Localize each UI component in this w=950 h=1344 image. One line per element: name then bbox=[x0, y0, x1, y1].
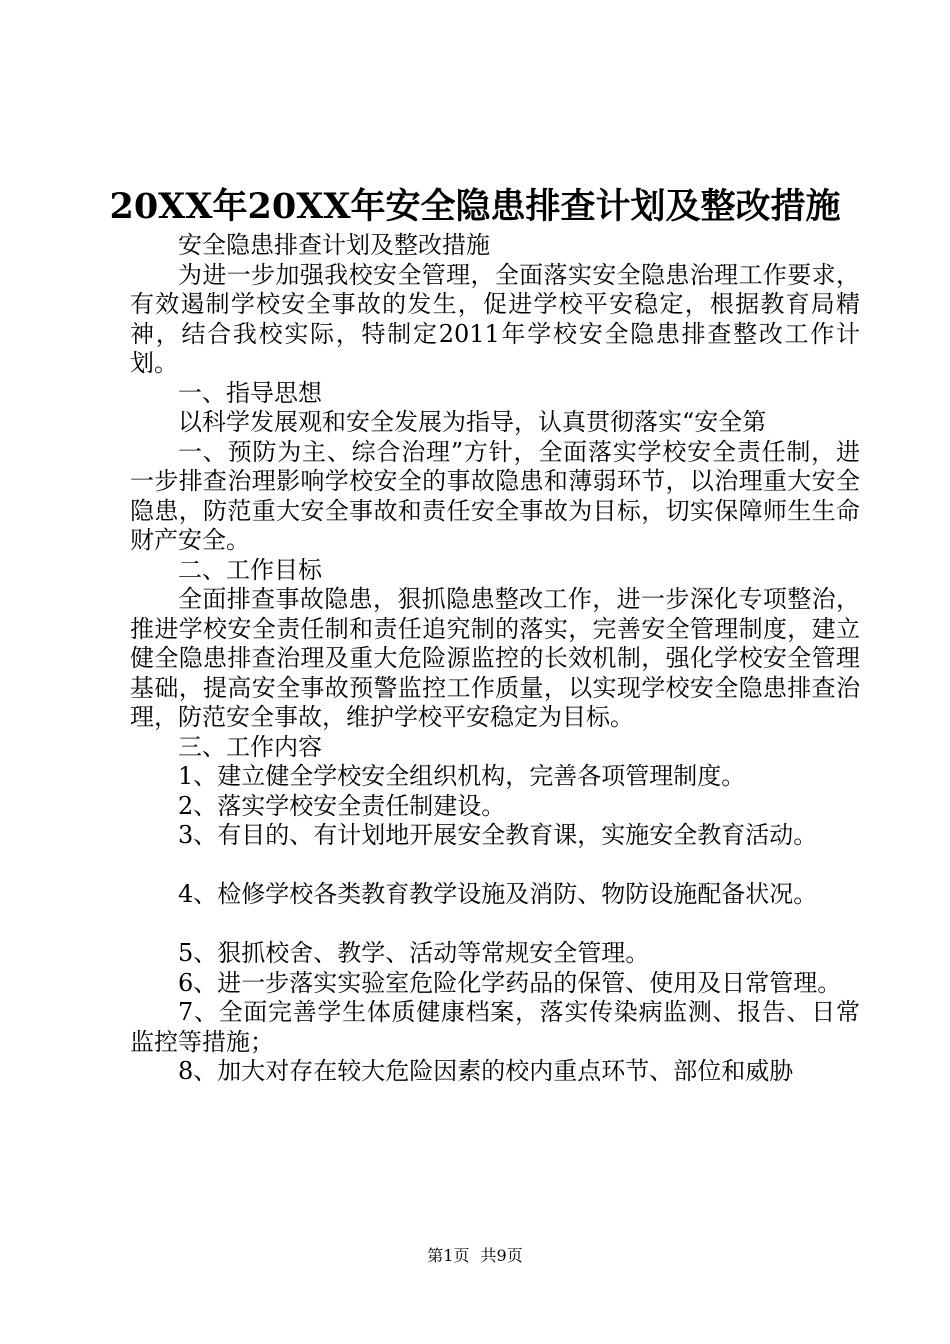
content-item-1: 1、建立健全学校安全组织机构，完善各项管理制度。 bbox=[178, 762, 746, 790]
content-item-8: 8、加大对存在较大危险因素的校内重点环节、部位和威胁 bbox=[178, 1057, 794, 1085]
content-item-2: 2、落实学校安全责任制建设。 bbox=[178, 791, 506, 820]
content-item-7: 7、全面完善学生体质健康档案，落实传染病监测、报告、日常监控等措施； bbox=[130, 998, 860, 1056]
work-goals-paragraph: 全面排查事故隐患，狠抓隐患整改工作，进一步深化专项整治，推进学校安全责任制和责任追究制的落实，完善安全管理制度，建立健全隐患排查治理及重大危险源监控的长效机制，强化学校安全管理基础，提高安全事故预警监控工作质量，以实现学校安全隐患排查治理，防范安全事故，维护学校平安稳定为目标。 bbox=[130, 585, 860, 731]
content-item-6: 6、进一步落实实验室危险化学药品的保管、使用及日常管理。 bbox=[178, 968, 842, 997]
content-item-4: 4、检修学校各类教育教学设施及消防、物防设施配备状况。 bbox=[178, 880, 818, 908]
intro-paragraph: 为进一步加强我校安全管理，全面落实安全隐患治理工作要求，有效遏制学校安全事故的发生，促进学校平安稳定，根据教育局精神，结合我校实际，特制定2011年学校安全隐患排查整改工作计划。 bbox=[130, 260, 860, 377]
content-item-3: 3、有目的、有计划地开展安全教育课，实施安全教育活动。 bbox=[178, 821, 818, 849]
page-total: 共9页 bbox=[480, 1246, 523, 1265]
subtitle-paragraph: 安全隐患排查计划及整改措施 bbox=[178, 231, 490, 259]
section-heading-work-goals: 二、工作目标 bbox=[178, 555, 322, 584]
blank-line bbox=[130, 851, 860, 881]
section-heading-work-content: 三、工作内容 bbox=[178, 732, 322, 761]
content-item-5: 5、狠抓校舍、教学、活动等常规安全管理。 bbox=[178, 939, 650, 967]
guiding-thought-paragraph-continued: 一、预防为主、综合治理”方针，全面落实学校安全责任制，进一步排查治理影响学校安全的事故隐患和薄弱环节，以治理重大安全隐患，防范重大安全事故和责任安全事故为目标，切实保障师生生命财产安全。 bbox=[130, 437, 860, 554]
page-footer bbox=[0, 1243, 950, 1266]
blank-line bbox=[130, 910, 860, 940]
section-heading-guiding-thought: 一、指导思想 bbox=[178, 378, 322, 407]
document-body bbox=[130, 231, 860, 1087]
guiding-thought-paragraph: 以科学发展观和安全发展为指导，认真贯彻落实“安全第 bbox=[178, 408, 767, 436]
page-number: 第1页 bbox=[427, 1246, 470, 1265]
document-title: 20XX年20XX年安全隐患排查计划及整改措施 bbox=[109, 186, 841, 227]
